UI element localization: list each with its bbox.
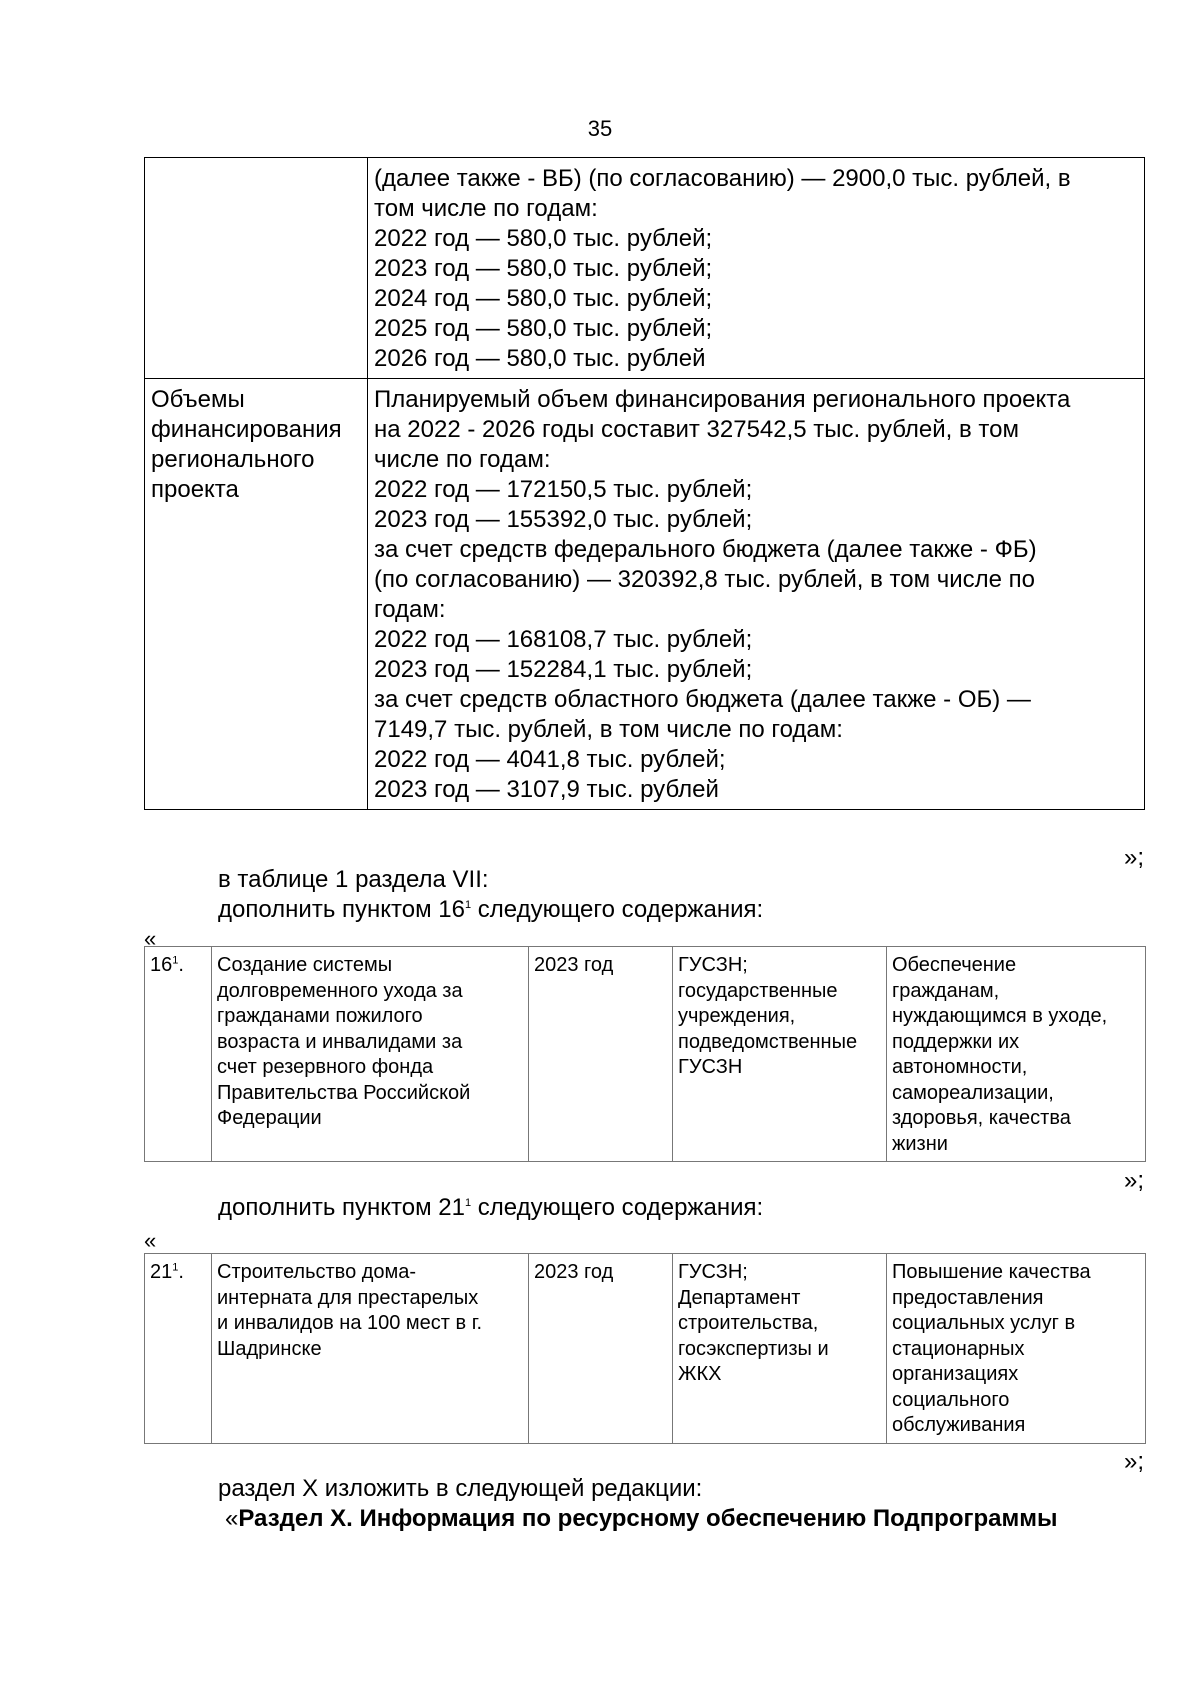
table-row	[145, 158, 1145, 379]
superscript: 1	[172, 1261, 179, 1274]
text-line: ГУСЗН	[678, 1056, 743, 1078]
item-result	[887, 1254, 1146, 1444]
text-line: организациях	[892, 1363, 1019, 1385]
text-line: поддержки их	[892, 1030, 1020, 1053]
text-line: подведомственные	[678, 1030, 858, 1053]
paragraph	[218, 1194, 763, 1222]
text-line: том числе по годам:	[374, 195, 598, 222]
text-line: интерната для престарелых	[217, 1286, 479, 1309]
text-line: ГУСЗН;	[678, 1261, 748, 1283]
text-line: 2022 год — 580,0 тыс. рублей;	[374, 225, 713, 252]
paragraph: в таблице 1 раздела VII:	[218, 866, 489, 893]
item-year: 2023 год	[529, 1254, 673, 1444]
text-line: 2022 год — 168108,7 тыс. рублей;	[374, 626, 753, 653]
section-title-text: Раздел X. Информация по ресурсному обеспечению Подпрограммы	[238, 1505, 1058, 1532]
text-line: за счет средств федерального бюджета (далее также - ФБ)	[374, 536, 1037, 563]
item-table-16-1	[144, 946, 1146, 1162]
item-number-dot: .	[178, 954, 184, 976]
text-line: стационарных	[892, 1337, 1025, 1360]
text-line: строительства,	[678, 1312, 819, 1334]
paragraph: раздел X изложить в следующей редакции:	[218, 1475, 703, 1502]
text-line: за счет средств областного бюджета (далее также - ОБ) —	[374, 686, 1031, 713]
opening-quote: «	[144, 926, 157, 951]
text-line: гражданами пожилого	[217, 1005, 423, 1027]
item-result	[887, 947, 1146, 1162]
text-line: (по согласованию) — 320392,8 тыс. рублей, в том числе по	[374, 566, 1036, 593]
item-number-text: 21	[150, 1261, 173, 1283]
superscript: 1	[172, 954, 179, 967]
text-line: 2023 год — 580,0 тыс. рублей;	[374, 255, 713, 282]
closing-quote: »;	[1123, 1448, 1144, 1475]
text-line: жизни	[892, 1132, 948, 1155]
text-line: Обеспечение	[892, 954, 1017, 976]
text-line: (далее также - ВБ) (по согласованию) — 2900,0 тыс. рублей, в	[374, 165, 1071, 192]
paragraph-text: дополнить пунктом 21	[218, 1194, 465, 1221]
text-line: Департамент	[678, 1286, 801, 1309]
table-cell-label	[145, 379, 368, 810]
text-line: предоставления	[892, 1286, 1044, 1309]
paragraph-text: следующего содержания:	[471, 896, 764, 923]
closing-quote: »;	[1123, 844, 1144, 871]
text-line: 2023 год — 155392,0 тыс. рублей;	[374, 506, 753, 533]
text-line: 2022 год — 4041,8 тыс. рублей;	[374, 746, 726, 773]
table-cell-label	[145, 158, 368, 379]
text-line: Планируемый объем финансирования регионального проекта	[374, 386, 1071, 413]
text-line: самореализации,	[892, 1081, 1054, 1104]
superscript: 1	[464, 1197, 472, 1209]
text-line: числе по годам:	[374, 446, 551, 473]
opening-quote: «	[144, 1228, 157, 1253]
page-number: 35	[587, 116, 613, 141]
superscript: 1	[464, 899, 472, 911]
text-line: проекта	[151, 476, 239, 503]
item-title	[212, 947, 529, 1162]
text-line: Создание системы	[217, 954, 393, 976]
text-line: и инвалидов на 100 мест в г.	[217, 1312, 483, 1334]
text-line: долговременного ухода за	[217, 979, 463, 1002]
text-line: ГУСЗН;	[678, 954, 748, 976]
item-responsible	[673, 1254, 887, 1444]
text-line: автономности,	[892, 1056, 1028, 1078]
item-number-text: 16	[150, 954, 173, 976]
text-line: 2023 год — 3107,9 тыс. рублей	[374, 776, 719, 803]
text-line: 2024 год — 580,0 тыс. рублей;	[374, 285, 713, 312]
text-line: на 2022 - 2026 годы составит 327542,5 тыс. рублей, в том	[374, 416, 1019, 443]
paragraph-text: следующего содержания:	[471, 1194, 764, 1221]
financing-table	[144, 157, 1145, 810]
text-line: нуждающимся в уходе,	[892, 1005, 1108, 1027]
text-line: обслуживания	[892, 1414, 1026, 1436]
text-line: гражданам,	[892, 979, 1000, 1002]
text-line: 2025 год — 580,0 тыс. рублей;	[374, 315, 713, 342]
text-line: годам:	[374, 596, 446, 623]
text-line: здоровья, качества	[892, 1107, 1071, 1129]
text-line: госэкспертизы и	[678, 1337, 829, 1360]
text-line: Правительства Российской	[217, 1081, 471, 1104]
text-line: Повышение качества	[892, 1261, 1091, 1283]
item-table-21-1	[144, 1253, 1146, 1444]
item-number-dot: .	[178, 1261, 184, 1283]
text-line: 7149,7 тыс. рублей, в том числе по годам:	[374, 716, 843, 743]
text-line: счет резервного фонда	[217, 1056, 434, 1078]
text-line: Строительство дома-	[217, 1261, 417, 1283]
text-line: учреждения,	[678, 1005, 796, 1027]
section-title	[225, 1505, 1058, 1533]
table-row	[145, 947, 1146, 1162]
text-line: социальных услуг в	[892, 1312, 1076, 1334]
text-line: государственные	[678, 979, 838, 1002]
closing-quote: »;	[1123, 1167, 1144, 1194]
text-line: 2022 год — 172150,5 тыс. рублей;	[374, 476, 753, 503]
item-title	[212, 1254, 529, 1444]
paragraph-text: дополнить пунктом 16	[218, 896, 465, 923]
text-line: возраста и инвалидами за	[217, 1030, 463, 1053]
item-number	[145, 947, 212, 1162]
table-cell-content	[368, 158, 1145, 379]
text-line: регионального	[151, 446, 315, 473]
text-line: ЖКХ	[678, 1363, 722, 1385]
table-row	[145, 1254, 1146, 1444]
text-line: социального	[892, 1388, 1010, 1411]
item-year: 2023 год	[529, 947, 673, 1162]
text-line: Шадринске	[217, 1337, 322, 1360]
text-line: Федерации	[217, 1107, 322, 1129]
text-line: Объемы	[151, 386, 245, 413]
table-cell-content	[368, 379, 1145, 810]
opening-quote: «	[225, 1505, 239, 1532]
table-row	[145, 379, 1145, 810]
text-line: 2023 год — 152284,1 тыс. рублей;	[374, 656, 753, 683]
text-line: финансирования	[151, 416, 342, 443]
text-line: 2026 год — 580,0 тыс. рублей	[374, 345, 706, 372]
item-responsible	[673, 947, 887, 1162]
paragraph	[218, 896, 763, 924]
item-number	[145, 1254, 212, 1444]
